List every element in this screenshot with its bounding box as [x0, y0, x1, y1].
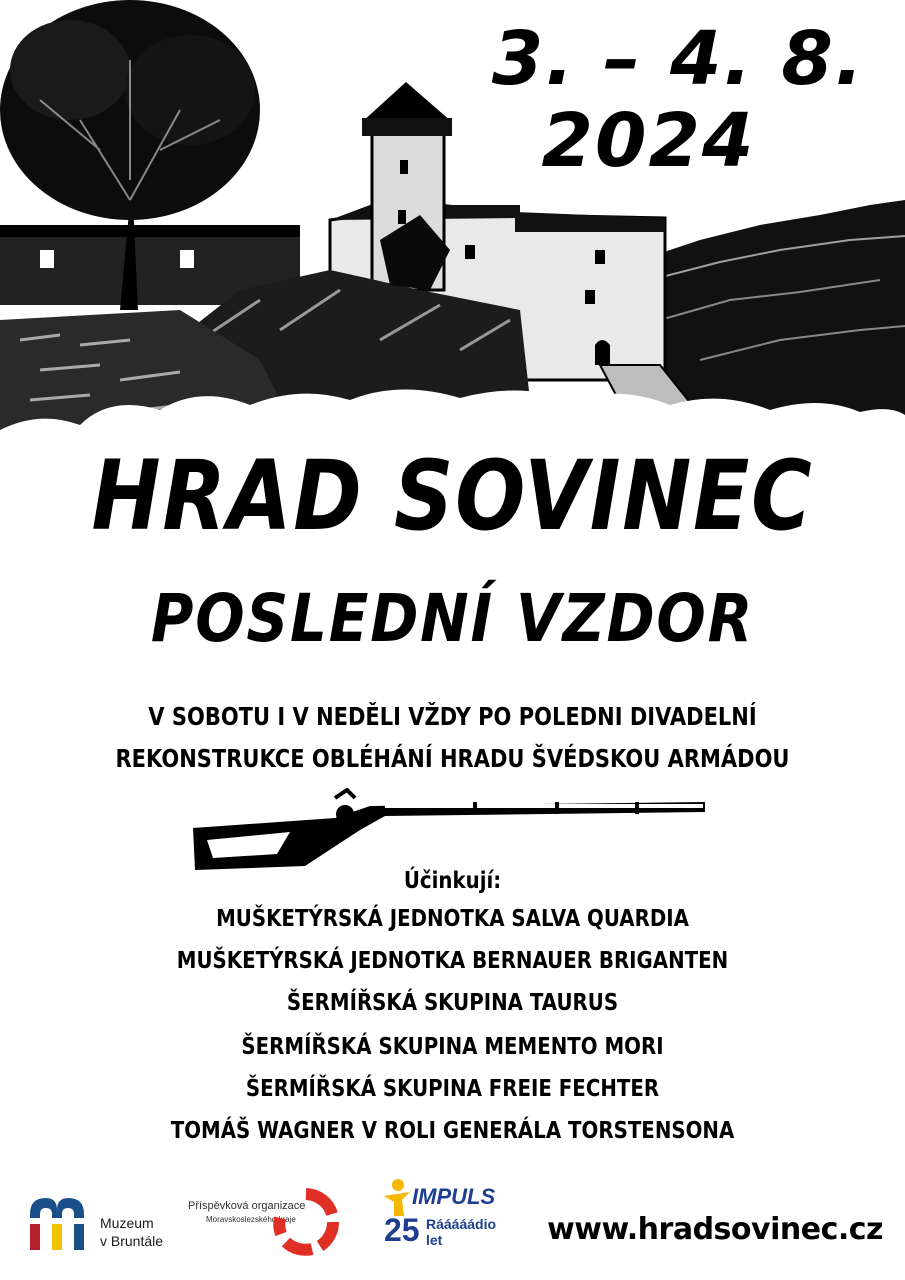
muzeum-logo	[26, 1192, 186, 1254]
impuls-number: 25	[384, 1212, 420, 1248]
performer-item: ŠERMÍŘSKÁ SKUPINA MEMENTO MORI	[241, 1034, 664, 1060]
event-date	[492, 18, 865, 182]
performers-heading: Účinkují:	[403, 868, 502, 894]
impuls-radio-logo	[382, 1178, 532, 1258]
impuls-name: IMPULS	[412, 1184, 496, 1209]
performer-item: ŠERMÍŘSKÁ SKUPINA TAURUS	[286, 990, 619, 1016]
performer-item: MUŠKETÝRSKÁ JEDNOTKA BERNAUER BRIGANTEN	[176, 948, 729, 974]
msk-organization-logo	[188, 1188, 343, 1258]
impuls-radio-word: Rááááádio	[426, 1216, 497, 1232]
org-line-2: Moravskoslezského kraje	[206, 1215, 296, 1224]
date-line-2: 2024	[541, 98, 756, 184]
musket-icon	[185, 788, 705, 870]
msk-ring-logo-icon	[272, 1188, 340, 1256]
event-title: HRAD SOVINEC	[91, 440, 814, 552]
performer-item: MUŠKETÝRSKÁ JEDNOTKA SALVA QUARDIA	[216, 906, 689, 932]
muzeum-name-line-2: v Bruntále	[100, 1233, 164, 1249]
impuls-let: let	[426, 1232, 443, 1248]
description-line-1: V SOBOTU I V NEDĚLI VŽDY PO POLEDNI DIVADELNÍ	[148, 702, 757, 731]
muzeum-logo-icon	[26, 1192, 88, 1252]
performer-item: TOMÁŠ WAGNER V ROLI GENERÁLA TORSTENSONA	[170, 1118, 735, 1144]
event-subtitle: POSLEDNÍ VZDOR	[150, 580, 755, 657]
muzeum-name-line-1: Muzeum	[100, 1215, 154, 1231]
website-link[interactable]: www.hradsovinec.cz	[547, 1212, 883, 1247]
performer-item: ŠERMÍŘSKÁ SKUPINA FREIE FECHTER	[245, 1076, 660, 1102]
org-line-1: Příspěvková organizace	[188, 1200, 306, 1212]
description-line-2: REKONSTRUKCE OBLÉHÁNÍ HRADU ŠVÉDSKOU ARMÁDOU	[115, 744, 790, 773]
date-line-1: 3. – 4. 8.	[491, 16, 865, 102]
